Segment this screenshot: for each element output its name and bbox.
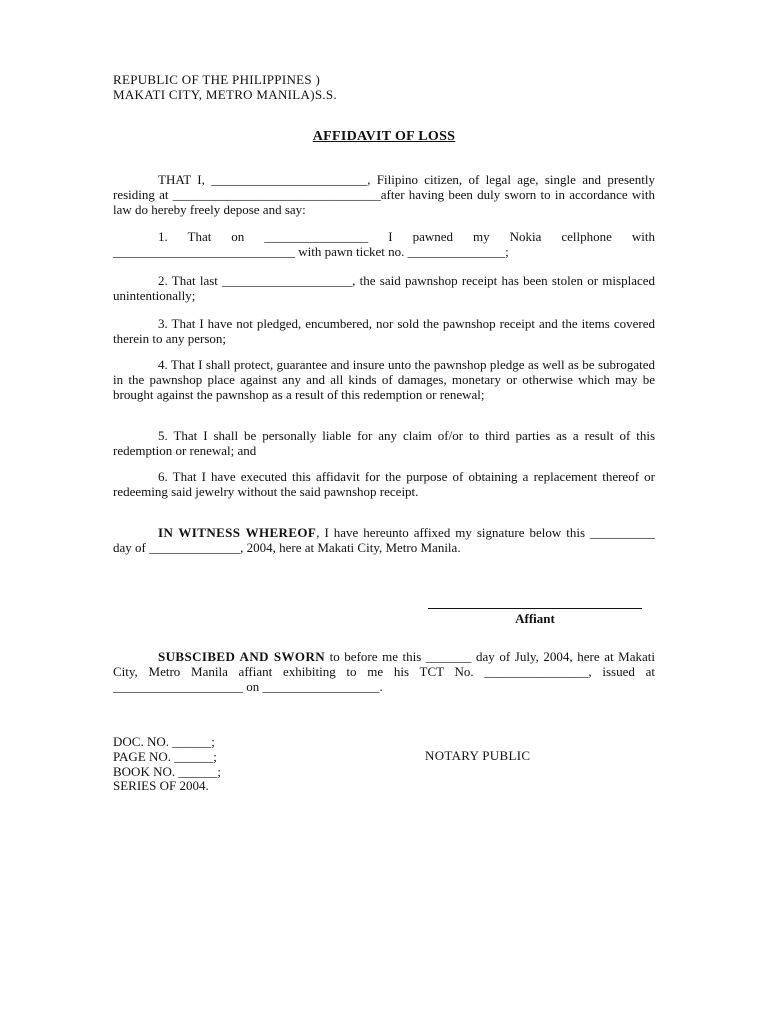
witness-lead: IN WITNESS WHEREOF	[158, 525, 317, 540]
page-no: PAGE NO. ______;	[113, 748, 217, 764]
jurat-paragraph	[113, 650, 655, 694]
witness-text: , I have hereunto affixed my signature below this __________ day of ______________, 2004, here at Makati City, Metro Manila.	[113, 525, 655, 555]
venue-line-republic: REPUBLIC OF THE PHILIPPINES )	[113, 72, 321, 87]
paragraph-4: 4. That I shall protect, guarantee and insure unto the pawnshop pledge as well as be subrogated in the pawnshop place against any and all kinds of damages, monetary or otherwise which may be brought against the pawnshop as a result of this redemption or renewal;	[113, 357, 655, 402]
book-no: BOOK NO. ______;	[113, 763, 221, 779]
paragraph-5: 5. That I shall be personally liable for any claim of/or to third parties as a result of this redemption or renewal; and	[113, 428, 655, 458]
notary-public-label: NOTARY PUBLIC	[425, 748, 531, 763]
document-title: AFFIDAVIT OF LOSS	[312, 129, 456, 144]
signature-line	[428, 608, 642, 609]
affiant-label: Affiant	[515, 611, 555, 626]
witness-paragraph	[113, 526, 655, 556]
venue-block	[113, 72, 337, 102]
paragraph-2: 2. That last ____________________, the said pawnshop receipt has been stolen or misplaced unintentionally;	[113, 273, 655, 303]
paragraph-1: 1. That on ________________ I pawned my Nokia cellphone with ____________________________ with pawn ticket no. _______________;	[113, 229, 655, 259]
notarial-register	[113, 735, 221, 794]
venue-line-makati: MAKATI CITY, METRO MANILA)S.S.	[113, 87, 337, 102]
jurat-text: to before me this _______ day of July, 2004, here at Makati City, Metro Manila affiant exhibiting to me his TCT No. ________________, issued at ____________________ on __________________.	[113, 649, 655, 694]
series: SERIES OF 2004.	[113, 778, 209, 794]
doc-no: DOC. NO. ______;	[113, 734, 215, 749]
paragraph-3: 3. That I have not pledged, encumbered, nor sold the pawnshop receipt and the items covered therein to any person;	[113, 316, 655, 346]
jurat-lead: SUBSCIBED AND SWORN	[158, 649, 326, 664]
intro-paragraph: THAT I, ________________________, Filipino citizen, of legal age, single and presently residing at ________________________________after having been duly sworn to in accordance with law do hereby freely depose and say:	[113, 172, 655, 217]
paragraph-6: 6. That I have executed this affidavit for the purpose of obtaining a replacement thereof or redeeming said jewelry without the said pawnshop receipt.	[113, 469, 655, 499]
